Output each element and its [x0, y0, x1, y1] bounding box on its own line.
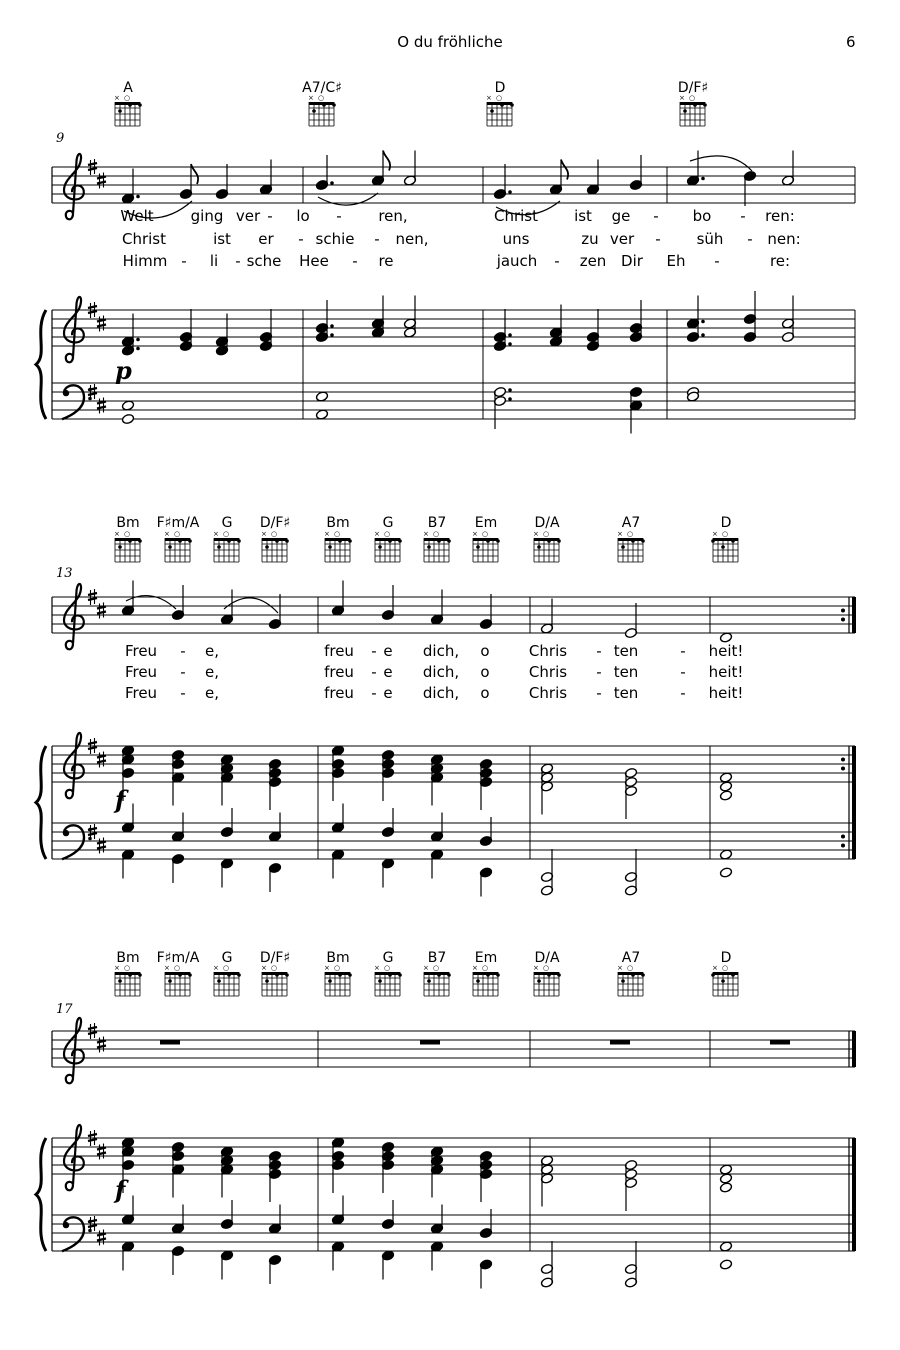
lyric-syllable: e — [383, 663, 393, 681]
svg-text:×: × — [308, 94, 314, 102]
note-head — [171, 1205, 184, 1235]
lyric-syllable: ten — [613, 663, 639, 681]
lyric-syllable: - — [374, 230, 380, 248]
svg-text:×: × — [114, 530, 120, 538]
lyric-syllable: Dir — [621, 252, 643, 270]
chord-symbol: D/F♯ — [677, 80, 709, 96]
svg-text:×: × — [423, 530, 429, 538]
lyric-syllable: o — [480, 663, 490, 681]
lyric-syllable: - — [655, 230, 661, 248]
lyric-syllable: heit! — [708, 684, 744, 702]
piano-brace — [36, 1138, 46, 1251]
svg-text:○: ○ — [384, 530, 391, 538]
svg-text:×: × — [324, 964, 330, 972]
whole-rest — [770, 1040, 790, 1045]
chord-symbol: A7/C♯ — [302, 80, 342, 96]
lyric-syllable: - — [336, 207, 342, 225]
lyric-syllable: ver — [609, 230, 635, 248]
lyric-syllable: Chris — [528, 684, 568, 702]
svg-text:×: × — [472, 964, 478, 972]
svg-text:×: × — [324, 530, 330, 538]
lyric-syllable: dich, — [422, 684, 460, 702]
svg-text:×: × — [486, 94, 492, 102]
svg-text:○: ○ — [482, 964, 489, 972]
lyric-syllable: Freu — [124, 642, 158, 660]
chord-symbol: B7 — [427, 950, 447, 966]
note-head — [268, 1205, 281, 1235]
lyric-syllable: Eh — [666, 252, 686, 270]
svg-text:×: × — [374, 964, 380, 972]
lyric-syllable: ren: — [765, 207, 795, 225]
svg-text:○: ○ — [124, 94, 131, 102]
lyric-syllable: Hee — [299, 252, 329, 270]
treble-clef-icon — [64, 1018, 84, 1083]
lyric-syllable: ten — [613, 642, 639, 660]
lyric-syllable: zu — [581, 230, 599, 248]
lyric-syllable: Freu — [124, 663, 158, 681]
page-title: O du fröhliche — [397, 33, 503, 51]
svg-text:○: ○ — [433, 964, 440, 972]
svg-text:○: ○ — [223, 964, 230, 972]
lyric-syllable: o — [480, 642, 490, 660]
measure-number: 17 — [56, 1002, 73, 1017]
svg-text:○: ○ — [271, 964, 278, 972]
svg-text:○: ○ — [318, 94, 325, 102]
dynamic-marking: p — [115, 356, 132, 385]
chord-symbol: G — [382, 950, 394, 966]
svg-text:○: ○ — [174, 964, 181, 972]
lyric-syllable: ist — [574, 207, 592, 225]
svg-text:○: ○ — [334, 964, 341, 972]
lyric-syllable: - — [680, 663, 686, 681]
lyric-syllable: - — [371, 663, 377, 681]
note-head — [430, 1205, 443, 1235]
note-head — [331, 1241, 344, 1271]
note-head — [331, 1196, 344, 1226]
lyric-syllable: - — [554, 252, 560, 270]
lyric-syllable: ver — [235, 207, 261, 225]
lyric-syllable: re — [378, 252, 394, 270]
lyric-syllable: li — [209, 252, 219, 270]
lyric-syllable: e, — [205, 684, 219, 702]
chord-symbol: Bm — [326, 950, 350, 966]
chord-symbol: Bm — [116, 515, 140, 531]
lyric-syllable: schie — [315, 230, 355, 248]
svg-text:○: ○ — [271, 530, 278, 538]
svg-text:×: × — [679, 94, 685, 102]
svg-text:○: ○ — [722, 964, 729, 972]
lyric-syllable: Christ — [121, 230, 167, 248]
lyric-syllable: - — [180, 642, 186, 660]
treble-clef-icon — [64, 1125, 84, 1190]
lyric-syllable: dich, — [422, 663, 460, 681]
lyric-syllable: - — [714, 252, 720, 270]
sharp-icon — [97, 1230, 106, 1246]
lyric-syllable: Freu — [124, 684, 158, 702]
lyric-syllable: - — [180, 684, 186, 702]
lyric-syllable: - — [371, 642, 377, 660]
lyric-syllable: er — [258, 230, 274, 248]
lyric-syllable: e, — [205, 663, 219, 681]
chord-symbol: B7 — [427, 515, 447, 531]
svg-text:○: ○ — [543, 964, 550, 972]
lyric-syllable: re: — [769, 252, 791, 270]
lyric-syllable: - — [680, 684, 686, 702]
lyric-syllable: - — [747, 230, 753, 248]
note-head — [479, 1259, 492, 1289]
svg-text:○: ○ — [124, 964, 131, 972]
lyric-syllable: Welt — [120, 207, 154, 225]
lyric-syllable: Himm — [122, 252, 168, 270]
lyric-syllable: dich, — [422, 642, 460, 660]
lyric-syllable: - — [181, 252, 187, 270]
lyric-syllable: e — [383, 684, 393, 702]
lyric-syllable: lo — [296, 207, 310, 225]
note-head — [719, 1164, 732, 1175]
note-head — [719, 1259, 732, 1270]
lyric-syllable: ten — [613, 684, 639, 702]
chord-symbol: D — [494, 80, 506, 96]
chord-symbol: G — [221, 515, 233, 531]
svg-text:○: ○ — [689, 94, 696, 102]
measure-number: 9 — [56, 131, 65, 146]
lyric-syllable: freu — [324, 642, 354, 660]
lyric-syllable: - — [653, 207, 659, 225]
lyric-syllable: heit! — [708, 663, 744, 681]
svg-text:×: × — [533, 530, 539, 538]
note-head — [430, 1241, 443, 1271]
svg-text:○: ○ — [433, 530, 440, 538]
chord-symbol: D — [720, 515, 732, 531]
chord-symbol: G — [221, 950, 233, 966]
svg-text:○: ○ — [174, 530, 181, 538]
lyric-syllable: nen, — [395, 230, 429, 248]
svg-text:×: × — [114, 94, 120, 102]
chord-symbol: A — [123, 80, 133, 96]
lyric-syllable: Christ — [493, 207, 539, 225]
chord-symbol: A7 — [621, 950, 641, 966]
bass-clef-icon — [62, 1217, 92, 1251]
lyric-syllable: - — [596, 642, 602, 660]
lyric-syllable: ren, — [378, 207, 408, 225]
chord-symbol: G — [382, 515, 394, 531]
lyric-syllable: heit! — [708, 642, 744, 660]
chord-symbol: A7 — [621, 515, 641, 531]
whole-rest — [420, 1040, 440, 1045]
svg-text:×: × — [164, 964, 170, 972]
svg-text:×: × — [472, 530, 478, 538]
chord-symbol: F♯m/A — [156, 515, 200, 531]
chord-symbol: Bm — [116, 950, 140, 966]
svg-text:×: × — [114, 964, 120, 972]
svg-text:○: ○ — [627, 530, 634, 538]
svg-text:○: ○ — [627, 964, 634, 972]
chord-symbol: D/F♯ — [259, 515, 291, 531]
svg-text:×: × — [261, 964, 267, 972]
lyric-syllable: ist — [213, 230, 231, 248]
svg-text:×: × — [712, 530, 718, 538]
lyric-syllable: uns — [502, 230, 530, 248]
lyric-syllable: sche — [246, 252, 282, 270]
lyric-syllable: süh — [696, 230, 724, 248]
whole-rest — [610, 1040, 630, 1045]
lyric-syllable: - — [596, 663, 602, 681]
lyric-syllable: Chris — [528, 663, 568, 681]
svg-text:○: ○ — [482, 530, 489, 538]
chord-symbol: F♯m/A — [156, 950, 200, 966]
dynamic-marking: f — [115, 1175, 126, 1204]
svg-text:×: × — [261, 530, 267, 538]
measure-number: 13 — [56, 566, 73, 581]
svg-text:○: ○ — [384, 964, 391, 972]
lyric-syllable: - — [371, 684, 377, 702]
svg-text:○: ○ — [496, 94, 503, 102]
dynamic-marking: f — [115, 785, 126, 814]
svg-text:×: × — [213, 964, 219, 972]
svg-text:○: ○ — [124, 530, 131, 538]
svg-text:○: ○ — [223, 530, 230, 538]
svg-text:×: × — [164, 530, 170, 538]
lyric-syllable: e, — [205, 642, 219, 660]
lyric-syllable: nen: — [767, 230, 801, 248]
chord-symbol: Em — [474, 950, 498, 966]
chord-symbol: D/A — [534, 950, 560, 966]
note-head — [268, 1254, 281, 1284]
svg-text:○: ○ — [543, 530, 550, 538]
note-head — [719, 1182, 732, 1193]
note-head — [220, 1250, 233, 1280]
chord-symbol: D/A — [534, 515, 560, 531]
lyric-syllable: jauch — [496, 252, 538, 270]
svg-text:×: × — [617, 530, 623, 538]
lyric-syllable: zen — [579, 252, 607, 270]
svg-text:×: × — [617, 964, 623, 972]
chord-symbol: Bm — [326, 515, 350, 531]
lyric-syllable: Chris — [528, 642, 568, 660]
lyric-syllable: - — [235, 252, 241, 270]
page-number: 6 — [846, 33, 856, 51]
svg-text:○: ○ — [334, 530, 341, 538]
svg-text:×: × — [712, 964, 718, 972]
lyric-syllable: e — [383, 642, 393, 660]
lyric-syllable: ging — [190, 207, 224, 225]
note-head — [719, 1241, 732, 1252]
svg-text:×: × — [374, 530, 380, 538]
svg-text:×: × — [533, 964, 539, 972]
chord-symbol: Em — [474, 515, 498, 531]
sharp-icon — [97, 1144, 106, 1160]
lyric-syllable: freu — [324, 663, 354, 681]
chord-symbol: D — [720, 950, 732, 966]
note-head — [121, 1241, 134, 1271]
whole-rest — [160, 1040, 180, 1045]
svg-text:○: ○ — [722, 530, 729, 538]
sharp-icon — [97, 1037, 106, 1053]
note-head — [381, 1250, 394, 1280]
svg-text:×: × — [423, 964, 429, 972]
lyric-syllable: - — [740, 207, 746, 225]
lyric-syllable: freu — [324, 684, 354, 702]
lyric-syllable: - — [596, 684, 602, 702]
lyric-syllable: - — [180, 663, 186, 681]
lyric-syllable: - — [352, 252, 358, 270]
svg-text:×: × — [213, 530, 219, 538]
lyric-syllable: bo — [692, 207, 712, 225]
note-head — [171, 1245, 184, 1275]
lyric-syllable: o — [480, 684, 490, 702]
lyric-syllable: ge — [611, 207, 631, 225]
chord-symbol: D/F♯ — [259, 950, 291, 966]
lyric-syllable: - — [267, 207, 273, 225]
lyric-syllable: - — [298, 230, 304, 248]
note-head — [719, 1173, 732, 1184]
lyric-syllable: - — [680, 642, 686, 660]
note-head — [121, 1196, 134, 1226]
